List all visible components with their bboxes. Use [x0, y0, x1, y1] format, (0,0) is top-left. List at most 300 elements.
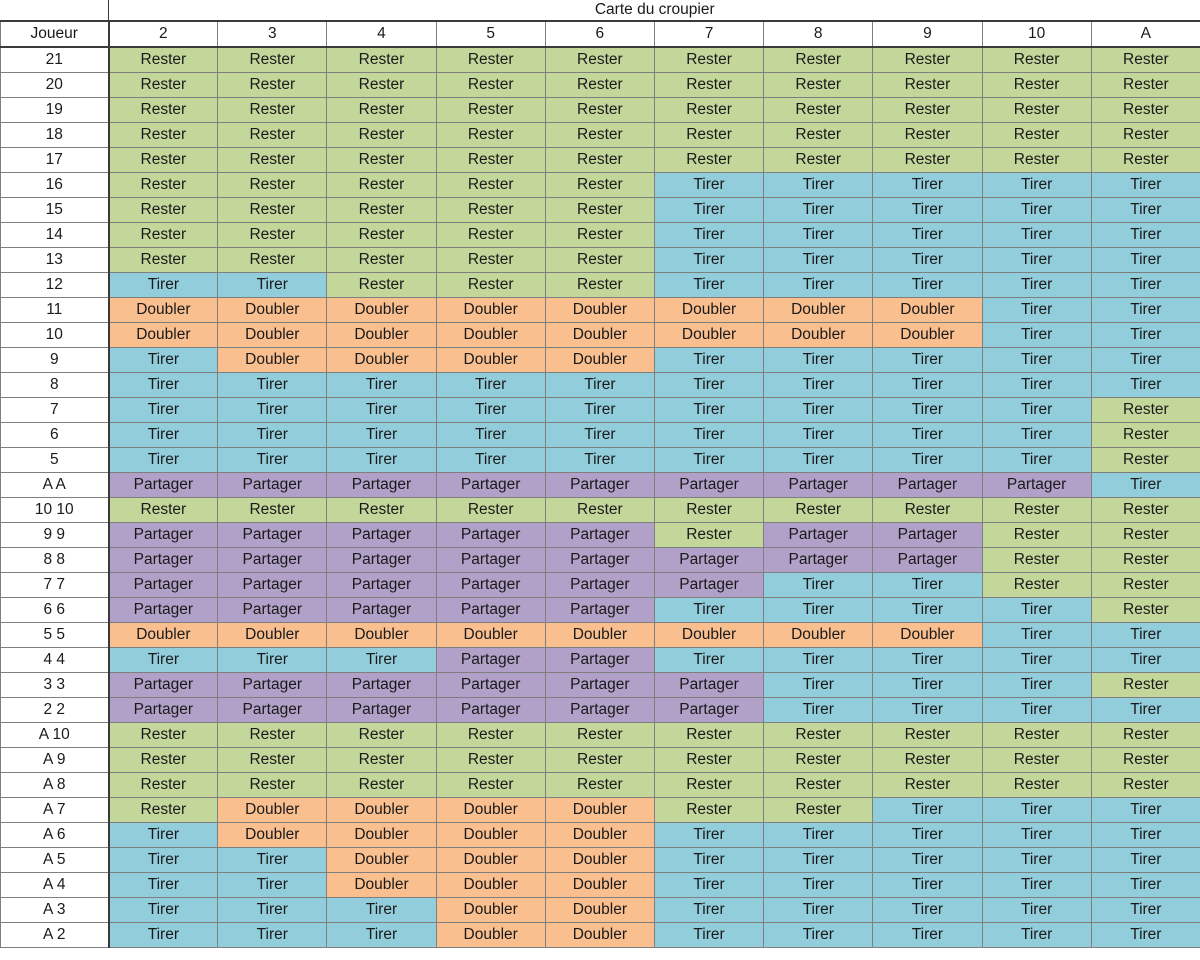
table-row	[1, 448, 1200, 473]
table-row	[1, 98, 1200, 123]
action-cell: Tirer	[1091, 273, 1200, 298]
action-cell: Tirer	[218, 898, 327, 923]
player-hand-cell: A 8	[1, 773, 109, 798]
table-row	[1, 523, 1200, 548]
action-cell: Rester	[218, 73, 327, 98]
action-cell: Tirer	[327, 923, 436, 948]
action-cell: Tirer	[654, 398, 763, 423]
action-cell: Rester	[218, 248, 327, 273]
action-cell: Rester	[873, 123, 982, 148]
player-hand-cell: 15	[1, 198, 109, 223]
action-cell: Doubler	[109, 298, 218, 323]
player-hand-cell: 13	[1, 248, 109, 273]
table-row	[1, 648, 1200, 673]
action-cell: Doubler	[764, 298, 873, 323]
action-cell: Tirer	[109, 648, 218, 673]
action-cell: Rester	[764, 498, 873, 523]
action-cell: Tirer	[873, 448, 982, 473]
player-hand-cell: 9	[1, 348, 109, 373]
action-cell: Rester	[1091, 423, 1200, 448]
action-cell: Tirer	[654, 648, 763, 673]
action-cell: Rester	[764, 98, 873, 123]
action-cell: Doubler	[436, 323, 545, 348]
action-cell: Tirer	[873, 923, 982, 948]
action-cell: Rester	[109, 47, 218, 73]
action-cell: Rester	[1091, 398, 1200, 423]
action-cell: Rester	[327, 273, 436, 298]
action-cell: Rester	[327, 223, 436, 248]
action-cell: Rester	[982, 98, 1091, 123]
table-row	[1, 223, 1200, 248]
action-cell: Rester	[1091, 773, 1200, 798]
action-cell: Doubler	[545, 873, 654, 898]
action-cell: Rester	[436, 173, 545, 198]
action-cell: Partager	[545, 473, 654, 498]
table-row	[1, 873, 1200, 898]
action-cell: Rester	[1091, 723, 1200, 748]
action-cell: Rester	[327, 98, 436, 123]
table-row	[1, 398, 1200, 423]
dealer-card-header: 8	[764, 21, 873, 47]
action-cell: Tirer	[327, 398, 436, 423]
action-cell: Tirer	[109, 448, 218, 473]
action-cell: Tirer	[436, 423, 545, 448]
action-cell: Tirer	[654, 223, 763, 248]
table-row	[1, 148, 1200, 173]
action-cell: Doubler	[545, 348, 654, 373]
action-cell: Rester	[218, 123, 327, 148]
player-hand-cell: 4 4	[1, 648, 109, 673]
action-cell: Tirer	[764, 573, 873, 598]
action-cell: Rester	[873, 498, 982, 523]
action-cell: Tirer	[982, 848, 1091, 873]
action-cell: Doubler	[327, 848, 436, 873]
action-cell: Tirer	[982, 698, 1091, 723]
player-hand-cell: A 2	[1, 923, 109, 948]
action-cell: Tirer	[109, 398, 218, 423]
dealer-card-header: 5	[436, 21, 545, 47]
player-hand-cell: 3 3	[1, 673, 109, 698]
action-cell: Tirer	[1091, 873, 1200, 898]
table-row	[1, 773, 1200, 798]
action-cell: Rester	[764, 123, 873, 148]
action-cell: Tirer	[982, 673, 1091, 698]
action-cell: Tirer	[873, 798, 982, 823]
action-cell: Doubler	[873, 298, 982, 323]
action-cell: Doubler	[873, 323, 982, 348]
action-cell: Partager	[873, 548, 982, 573]
action-cell: Doubler	[545, 848, 654, 873]
action-cell: Doubler	[436, 923, 545, 948]
action-cell: Tirer	[873, 598, 982, 623]
player-hand-cell: 21	[1, 47, 109, 73]
action-cell: Tirer	[327, 373, 436, 398]
action-cell: Doubler	[436, 298, 545, 323]
action-cell: Partager	[218, 523, 327, 548]
action-cell: Partager	[982, 473, 1091, 498]
action-cell: Rester	[218, 47, 327, 73]
action-cell: Tirer	[764, 398, 873, 423]
table-row	[1, 73, 1200, 98]
action-cell: Tirer	[873, 223, 982, 248]
action-cell: Partager	[654, 473, 763, 498]
dealer-card-header: 4	[327, 21, 436, 47]
action-cell: Tirer	[218, 448, 327, 473]
action-cell: Rester	[982, 723, 1091, 748]
action-cell: Partager	[545, 548, 654, 573]
action-cell: Doubler	[327, 823, 436, 848]
action-cell: Tirer	[1091, 373, 1200, 398]
player-hand-cell: 10 10	[1, 498, 109, 523]
table-row	[1, 798, 1200, 823]
action-cell: Rester	[1091, 47, 1200, 73]
action-cell: Tirer	[109, 273, 218, 298]
action-cell: Tirer	[873, 373, 982, 398]
action-cell: Tirer	[764, 648, 873, 673]
action-cell: Rester	[654, 773, 763, 798]
action-cell: Tirer	[109, 898, 218, 923]
table-row	[1, 673, 1200, 698]
action-cell: Tirer	[873, 873, 982, 898]
table-row	[1, 848, 1200, 873]
action-cell: Rester	[109, 748, 218, 773]
action-cell: Rester	[109, 773, 218, 798]
action-cell: Tirer	[873, 823, 982, 848]
action-cell: Doubler	[218, 798, 327, 823]
action-cell: Rester	[327, 773, 436, 798]
action-cell: Tirer	[218, 398, 327, 423]
action-cell: Tirer	[1091, 698, 1200, 723]
action-cell: Rester	[218, 748, 327, 773]
action-cell: Rester	[218, 148, 327, 173]
action-cell: Tirer	[764, 198, 873, 223]
action-cell: Tirer	[327, 898, 436, 923]
action-cell: Tirer	[873, 423, 982, 448]
action-cell: Tirer	[982, 223, 1091, 248]
action-cell: Rester	[982, 773, 1091, 798]
action-cell: Doubler	[327, 873, 436, 898]
action-cell: Tirer	[218, 373, 327, 398]
action-cell: Tirer	[654, 823, 763, 848]
action-cell: Rester	[436, 223, 545, 248]
action-cell: Tirer	[873, 248, 982, 273]
table-row	[1, 823, 1200, 848]
player-hand-cell: A 7	[1, 798, 109, 823]
table-row	[1, 47, 1200, 73]
action-cell: Rester	[545, 73, 654, 98]
player-hand-cell: 18	[1, 123, 109, 148]
action-cell: Tirer	[1091, 298, 1200, 323]
action-cell: Rester	[327, 498, 436, 523]
action-cell: Tirer	[109, 423, 218, 448]
action-cell: Rester	[218, 98, 327, 123]
dealer-card-header: 3	[218, 21, 327, 47]
action-cell: Tirer	[982, 273, 1091, 298]
action-cell: Rester	[1091, 748, 1200, 773]
action-cell: Rester	[982, 73, 1091, 98]
action-cell: Doubler	[545, 623, 654, 648]
action-cell: Rester	[764, 773, 873, 798]
player-hand-cell: A 4	[1, 873, 109, 898]
table-row	[1, 348, 1200, 373]
action-cell: Rester	[545, 748, 654, 773]
action-cell: Tirer	[218, 273, 327, 298]
action-cell: Tirer	[1091, 248, 1200, 273]
action-cell: Tirer	[1091, 648, 1200, 673]
action-cell: Tirer	[654, 198, 763, 223]
action-cell: Doubler	[654, 323, 763, 348]
action-cell: Tirer	[982, 373, 1091, 398]
action-cell: Tirer	[873, 198, 982, 223]
action-cell: Rester	[218, 223, 327, 248]
action-cell: Partager	[654, 573, 763, 598]
action-cell: Rester	[654, 498, 763, 523]
action-cell: Rester	[436, 123, 545, 148]
action-cell: Partager	[109, 698, 218, 723]
action-cell: Partager	[218, 473, 327, 498]
action-cell: Tirer	[764, 448, 873, 473]
player-hand-cell: 7	[1, 398, 109, 423]
action-cell: Tirer	[327, 648, 436, 673]
action-cell: Partager	[545, 573, 654, 598]
action-cell: Rester	[873, 98, 982, 123]
action-cell: Tirer	[764, 598, 873, 623]
action-cell: Tirer	[982, 798, 1091, 823]
table-row	[1, 173, 1200, 198]
action-cell: Rester	[436, 148, 545, 173]
action-cell: Doubler	[654, 623, 763, 648]
action-cell: Rester	[873, 773, 982, 798]
action-cell: Tirer	[654, 273, 763, 298]
action-cell: Tirer	[873, 348, 982, 373]
action-cell: Tirer	[764, 273, 873, 298]
action-cell: Doubler	[436, 898, 545, 923]
player-hand-cell: 7 7	[1, 573, 109, 598]
player-hand-cell: 5	[1, 448, 109, 473]
action-cell: Partager	[545, 598, 654, 623]
action-cell: Rester	[545, 498, 654, 523]
action-cell: Tirer	[764, 823, 873, 848]
action-cell: Tirer	[436, 398, 545, 423]
action-cell: Partager	[109, 548, 218, 573]
action-cell: Rester	[545, 98, 654, 123]
action-cell: Tirer	[1091, 173, 1200, 198]
action-cell: Tirer	[1091, 348, 1200, 373]
action-cell: Doubler	[545, 823, 654, 848]
action-cell: Tirer	[982, 323, 1091, 348]
action-cell: Doubler	[436, 848, 545, 873]
action-cell: Partager	[764, 473, 873, 498]
action-cell: Partager	[436, 473, 545, 498]
action-cell: Partager	[327, 523, 436, 548]
action-cell: Rester	[764, 148, 873, 173]
action-cell: Rester	[218, 773, 327, 798]
action-cell: Tirer	[327, 448, 436, 473]
action-cell: Rester	[218, 198, 327, 223]
action-cell: Rester	[436, 748, 545, 773]
action-cell: Rester	[218, 723, 327, 748]
action-cell: Partager	[218, 598, 327, 623]
action-cell: Tirer	[764, 873, 873, 898]
action-cell: Rester	[545, 248, 654, 273]
action-cell: Rester	[873, 723, 982, 748]
player-hand-cell: 8 8	[1, 548, 109, 573]
action-cell: Tirer	[764, 423, 873, 448]
action-cell: Tirer	[545, 423, 654, 448]
action-cell: Tirer	[654, 598, 763, 623]
action-cell: Tirer	[764, 898, 873, 923]
action-cell: Rester	[1091, 98, 1200, 123]
action-cell: Tirer	[218, 648, 327, 673]
action-cell: Doubler	[545, 923, 654, 948]
action-cell: Tirer	[436, 373, 545, 398]
action-cell: Tirer	[654, 348, 763, 373]
action-cell: Rester	[1091, 448, 1200, 473]
action-cell: Tirer	[109, 348, 218, 373]
action-cell: Partager	[545, 698, 654, 723]
action-cell: Partager	[218, 673, 327, 698]
action-cell: Tirer	[982, 448, 1091, 473]
player-hand-cell: A 9	[1, 748, 109, 773]
action-cell: Tirer	[873, 273, 982, 298]
action-cell: Partager	[436, 548, 545, 573]
dealer-card-title: Carte du croupier	[109, 0, 1200, 21]
action-cell: Rester	[764, 723, 873, 748]
action-cell: Tirer	[654, 923, 763, 948]
action-cell: Doubler	[545, 298, 654, 323]
action-cell: Rester	[1091, 123, 1200, 148]
player-hand-cell: A 3	[1, 898, 109, 923]
action-cell: Tirer	[436, 448, 545, 473]
action-cell: Tirer	[982, 248, 1091, 273]
action-cell: Rester	[545, 273, 654, 298]
action-cell: Rester	[436, 198, 545, 223]
action-cell: Partager	[436, 523, 545, 548]
action-cell: Doubler	[218, 823, 327, 848]
action-cell: Doubler	[327, 323, 436, 348]
dealer-card-header: 10	[982, 21, 1091, 47]
action-cell: Tirer	[982, 873, 1091, 898]
action-cell: Partager	[109, 598, 218, 623]
action-cell: Tirer	[1091, 798, 1200, 823]
action-cell: Partager	[873, 473, 982, 498]
action-cell: Tirer	[982, 598, 1091, 623]
action-cell: Rester	[982, 548, 1091, 573]
action-cell: Partager	[436, 673, 545, 698]
action-cell: Doubler	[436, 348, 545, 373]
action-cell: Partager	[109, 673, 218, 698]
action-cell: Tirer	[1091, 198, 1200, 223]
action-cell: Partager	[327, 698, 436, 723]
action-cell: Partager	[545, 648, 654, 673]
table-row	[1, 698, 1200, 723]
action-cell: Tirer	[109, 823, 218, 848]
action-cell: Tirer	[1091, 898, 1200, 923]
action-cell: Rester	[436, 273, 545, 298]
action-cell: Tirer	[218, 873, 327, 898]
table-row	[1, 423, 1200, 448]
table-row	[1, 373, 1200, 398]
table-row	[1, 248, 1200, 273]
action-cell: Doubler	[218, 298, 327, 323]
action-cell: Rester	[218, 498, 327, 523]
action-cell: Tirer	[764, 373, 873, 398]
action-cell: Rester	[654, 523, 763, 548]
action-cell: Doubler	[109, 323, 218, 348]
action-cell: Partager	[764, 548, 873, 573]
action-cell: Tirer	[764, 348, 873, 373]
dealer-card-header: A	[1091, 21, 1200, 47]
action-cell: Rester	[436, 47, 545, 73]
action-cell: Rester	[218, 173, 327, 198]
action-cell: Tirer	[873, 173, 982, 198]
table-row	[1, 548, 1200, 573]
action-cell: Rester	[109, 723, 218, 748]
table-row	[1, 723, 1200, 748]
player-header: Joueur	[1, 21, 109, 47]
action-cell: Doubler	[436, 823, 545, 848]
action-cell: Partager	[545, 523, 654, 548]
action-cell: Rester	[545, 723, 654, 748]
action-cell: Tirer	[654, 873, 763, 898]
corner-cell	[1, 0, 109, 21]
action-cell: Rester	[654, 47, 763, 73]
action-cell: Rester	[1091, 598, 1200, 623]
action-cell: Partager	[436, 598, 545, 623]
player-hand-cell: A 10	[1, 723, 109, 748]
action-cell: Tirer	[218, 923, 327, 948]
action-cell: Rester	[109, 98, 218, 123]
action-cell: Rester	[982, 573, 1091, 598]
action-cell: Tirer	[873, 573, 982, 598]
action-cell: Tirer	[873, 848, 982, 873]
action-cell: Rester	[654, 123, 763, 148]
table-row	[1, 198, 1200, 223]
action-cell: Doubler	[218, 623, 327, 648]
player-hand-cell: 10	[1, 323, 109, 348]
action-cell: Rester	[327, 748, 436, 773]
action-cell: Rester	[327, 148, 436, 173]
action-cell: Tirer	[545, 373, 654, 398]
action-cell: Tirer	[982, 423, 1091, 448]
action-cell: Rester	[327, 73, 436, 98]
action-cell: Doubler	[436, 798, 545, 823]
action-cell: Tirer	[982, 348, 1091, 373]
action-cell: Rester	[982, 498, 1091, 523]
action-cell: Tirer	[654, 373, 763, 398]
table-row	[1, 598, 1200, 623]
action-cell: Partager	[327, 548, 436, 573]
player-hand-cell: 19	[1, 98, 109, 123]
action-cell: Tirer	[1091, 923, 1200, 948]
player-hand-cell: A 6	[1, 823, 109, 848]
player-hand-cell: 17	[1, 148, 109, 173]
action-cell: Rester	[545, 173, 654, 198]
player-hand-cell: 14	[1, 223, 109, 248]
action-cell: Tirer	[218, 423, 327, 448]
action-cell: Rester	[873, 748, 982, 773]
action-cell: Rester	[327, 723, 436, 748]
player-hand-cell: 8	[1, 373, 109, 398]
action-cell: Rester	[873, 148, 982, 173]
table-row	[1, 473, 1200, 498]
action-cell: Rester	[873, 73, 982, 98]
action-cell: Tirer	[109, 923, 218, 948]
action-cell: Tirer	[873, 698, 982, 723]
action-cell: Rester	[327, 47, 436, 73]
action-cell: Rester	[654, 748, 763, 773]
action-cell: Tirer	[327, 423, 436, 448]
